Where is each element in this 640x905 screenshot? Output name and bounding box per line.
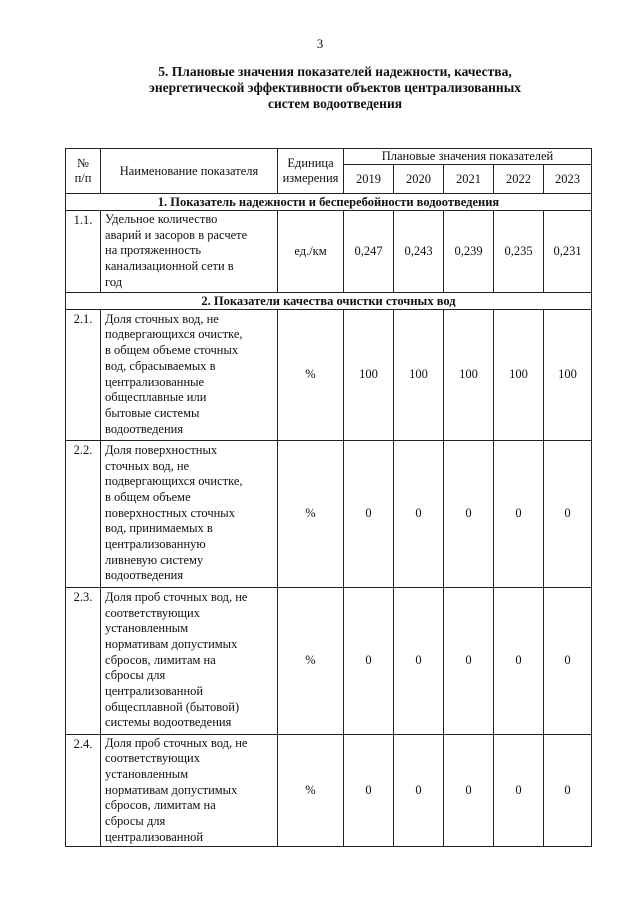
indicator-name-line: централизованную: [105, 537, 206, 552]
value-cell: 0: [494, 587, 544, 734]
value-cell: 0,235: [494, 211, 544, 293]
row-number: 2.3.: [66, 587, 101, 734]
indicator-name-line: централизованной: [105, 829, 204, 844]
indicator-name-line: нормативам допустимых: [105, 636, 238, 651]
indicator-name-line: бытовые системы: [105, 405, 200, 420]
header-year: 2022: [494, 165, 544, 194]
section-title: 2. Показатели качества очистки сточных вод: [66, 292, 592, 309]
header-year: 2021: [444, 165, 494, 194]
value-cell: 0: [344, 734, 394, 847]
page-number: 3: [316, 36, 324, 51]
value-cell: 0,231: [544, 211, 592, 293]
row-number: 1.1.: [66, 211, 101, 293]
indicator-name-line: системы водоотведения: [105, 715, 232, 730]
indicator-name-line: водоотведения: [105, 568, 184, 583]
indicator-name-line: год: [105, 274, 123, 289]
indicator-name-line: в общем объеме сточных: [105, 343, 239, 358]
value-cell: 0: [394, 734, 444, 847]
indicator-name-line: Доля поверхностных: [105, 442, 218, 457]
unit-cell: %: [278, 309, 344, 440]
header-year: 2023: [544, 165, 592, 194]
section-row: [66, 292, 592, 309]
unit-cell: %: [278, 440, 344, 587]
indicator-name-line: поверхностных сточных: [105, 505, 235, 520]
section-heading: [100, 64, 570, 112]
value-cell: 100: [444, 309, 494, 440]
header-year: 2019: [344, 165, 394, 194]
indicator-name-line: водоотведения: [105, 421, 184, 436]
indicator-name-line: Доля проб сточных вод, не: [105, 735, 248, 750]
value-cell: 0: [344, 587, 394, 734]
indicator-name-line: сбросов, лимитам на: [105, 652, 216, 667]
indicator-name: [101, 211, 278, 293]
table-row: [66, 211, 592, 293]
value-cell: 0: [444, 440, 494, 587]
unit-cell: ед./км: [278, 211, 344, 293]
indicator-name-line: канализационной сети в: [105, 259, 234, 274]
row-number: 2.1.: [66, 309, 101, 440]
value-cell: 0: [544, 440, 592, 587]
indicator-name-line: сточных вод, не: [105, 458, 190, 473]
section-row: [66, 194, 592, 211]
header-plan: Плановые значения показателей: [344, 149, 592, 165]
value-cell: 0: [494, 734, 544, 847]
indicator-name-line: вод, сбрасываемых в: [105, 358, 216, 373]
indicator-name: [101, 440, 278, 587]
indicator-name-line: подвергающихся очистке,: [105, 327, 243, 342]
indicator-name-line: централизованные: [105, 374, 205, 389]
heading-line: энергетической эффективности объектов централизованных: [148, 80, 521, 95]
indicator-name-line: установленным: [105, 766, 189, 781]
indicator-name-line: вод, принимаемых в: [105, 521, 213, 536]
table-row: [66, 734, 592, 847]
table-row: [66, 587, 592, 734]
indicator-name-line: общесплавные или: [105, 390, 207, 405]
indicator-name-line: на протяженность: [105, 243, 202, 258]
indicator-name-line: Доля проб сточных вод, не: [105, 589, 248, 604]
value-cell: 100: [394, 309, 444, 440]
value-cell: 0,243: [394, 211, 444, 293]
indicators-table: [65, 148, 592, 847]
row-number: 2.2.: [66, 440, 101, 587]
value-cell: 100: [544, 309, 592, 440]
indicator-name: [101, 734, 278, 847]
indicator-name-line: сбросы для: [105, 668, 166, 683]
row-number: 2.4.: [66, 734, 101, 847]
header-num: № п/п: [66, 149, 101, 194]
header-year: 2020: [394, 165, 444, 194]
heading-line: 5. Плановые значения показателей надежности, качества,: [158, 64, 512, 79]
table-row: [66, 440, 592, 587]
unit-cell: %: [278, 734, 344, 847]
header-name: Наименование показателя: [101, 149, 278, 194]
indicator-name-line: ливневую систему: [105, 552, 204, 567]
table-row: [66, 309, 592, 440]
indicator-name-line: подвергающихся очистке,: [105, 474, 243, 489]
section-title: 1. Показатель надежности и бесперебойности водоотведения: [66, 194, 592, 211]
indicator-name-line: нормативам допустимых: [105, 782, 238, 797]
indicator-name-line: сбросы для: [105, 814, 166, 829]
indicator-name-line: аварий и засоров в расчете: [105, 227, 248, 242]
indicator-name: [101, 587, 278, 734]
value-cell: 0: [494, 440, 544, 587]
indicator-name-line: централизованной: [105, 684, 204, 699]
value-cell: 100: [494, 309, 544, 440]
value-cell: 0: [544, 587, 592, 734]
indicator-name: [101, 309, 278, 440]
indicator-name-line: общесплавной (бытовой): [105, 699, 240, 714]
indicator-name-line: установленным: [105, 621, 189, 636]
value-cell: 0,239: [444, 211, 494, 293]
value-cell: 0,247: [344, 211, 394, 293]
indicator-name-line: сбросов, лимитам на: [105, 798, 216, 813]
indicator-name-line: в общем объеме: [105, 489, 191, 504]
value-cell: 0: [444, 734, 494, 847]
value-cell: 0: [344, 440, 394, 587]
indicator-name-line: соответствующих: [105, 751, 200, 766]
value-cell: 0: [394, 440, 444, 587]
heading-line: систем водоотведения: [267, 96, 403, 111]
indicator-name-line: Доля сточных вод, не: [105, 311, 219, 326]
value-cell: 0: [444, 587, 494, 734]
header-unit: Единица измерения: [278, 149, 344, 194]
unit-cell: %: [278, 587, 344, 734]
indicator-name-line: Удельное количество: [105, 212, 218, 226]
indicator-name-line: соответствующих: [105, 605, 200, 620]
value-cell: 0: [544, 734, 592, 847]
value-cell: 100: [344, 309, 394, 440]
value-cell: 0: [394, 587, 444, 734]
